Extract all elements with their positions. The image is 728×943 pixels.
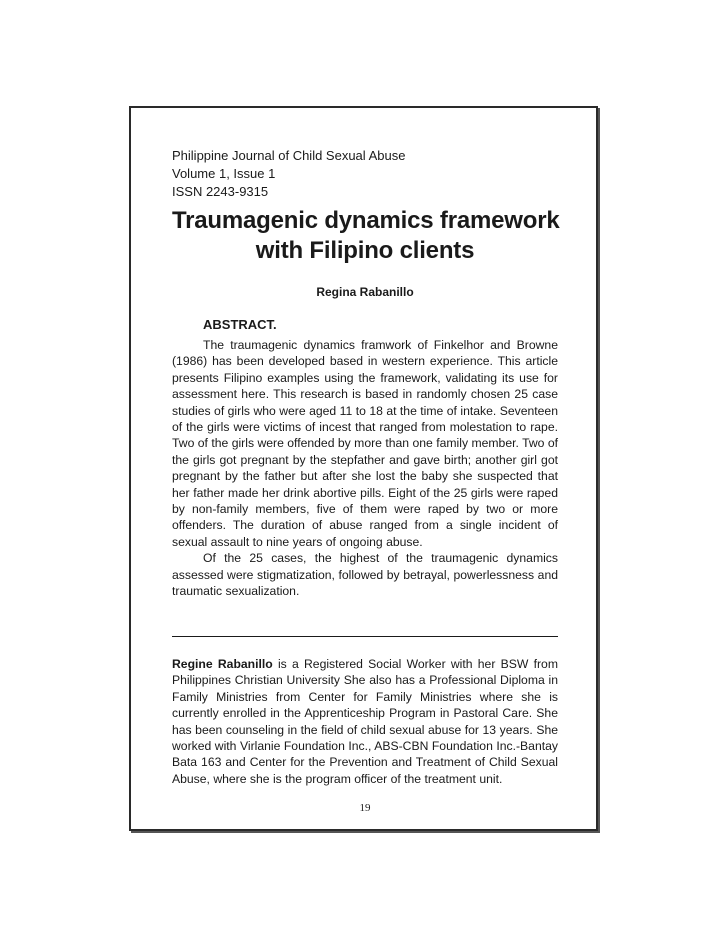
page-number: 19	[359, 802, 371, 814]
abstract-paragraph-2: Of the 25 cases, the highest of the traumagenic dynamics assessed were stigmatization, followed by betrayal, powerlessness and traumatic sexualization.	[172, 551, 558, 599]
journal-volume: Volume 1, Issue 1	[172, 166, 276, 181]
article-title-line-2: with Filipino clients	[255, 237, 475, 264]
article-author: Regina Rabanillo	[316, 285, 414, 299]
author-bio-paragraph	[172, 656, 558, 787]
footnote-divider	[172, 636, 558, 637]
article-title	[172, 206, 558, 266]
abstract-body	[172, 337, 558, 600]
abstract-heading: ABSTRACT.	[203, 317, 277, 332]
author-bio-text: is a Registered Social Worker with her BSW from Philippines Christian University She also has a Professional Diploma in Family Ministries from Center for Family Ministries where she is currently enrolled in the Apprenticeship Program in Pastoral Care. She has been counseling in the field of child sexual abuse for 13 years. She worked with Virlanie Foundation Inc., ABS-CBN Foundation Inc.-Bantay Bata 163 and Center for the Prevention and Treatment of Child Sexual Abuse, where she is the program officer of the treatment unit.	[172, 657, 558, 786]
abstract-paragraph-1: The traumagenic dynamics framwork of Finkelhor and Browne (1986) has been developed based in western experience. This article presents Filipino examples using the framework, validating its use for assessment here. This research is based in randomly chosen 25 case studies of girls who were aged 11 to 18 at the time of intake. Seventeen of the girls were victims of incest that ranged from molestation to rape. Two of the girls were offended by more than one family member. Two of the girls got pregnant by the stepfather and gave birth; another girl got pregnant by the father but after she lost the baby she suspected that her father made her drink abortive pills. Eight of the 25 girls were raped by non-family members, five of them were raped by two or more offenders. The duration of abuse ranged from a single incident of sexual assault to nine years of ongoing abuse.	[172, 338, 558, 549]
journal-info	[172, 147, 405, 201]
journal-name: Philippine Journal of Child Sexual Abuse	[172, 148, 406, 163]
author-bio	[172, 656, 558, 787]
author-bio-name: Regine Rabanillo	[172, 657, 273, 671]
journal-issn: ISSN 2243-9315	[172, 184, 269, 199]
article-title-line-1: Traumagenic dynamics framework	[172, 207, 560, 234]
